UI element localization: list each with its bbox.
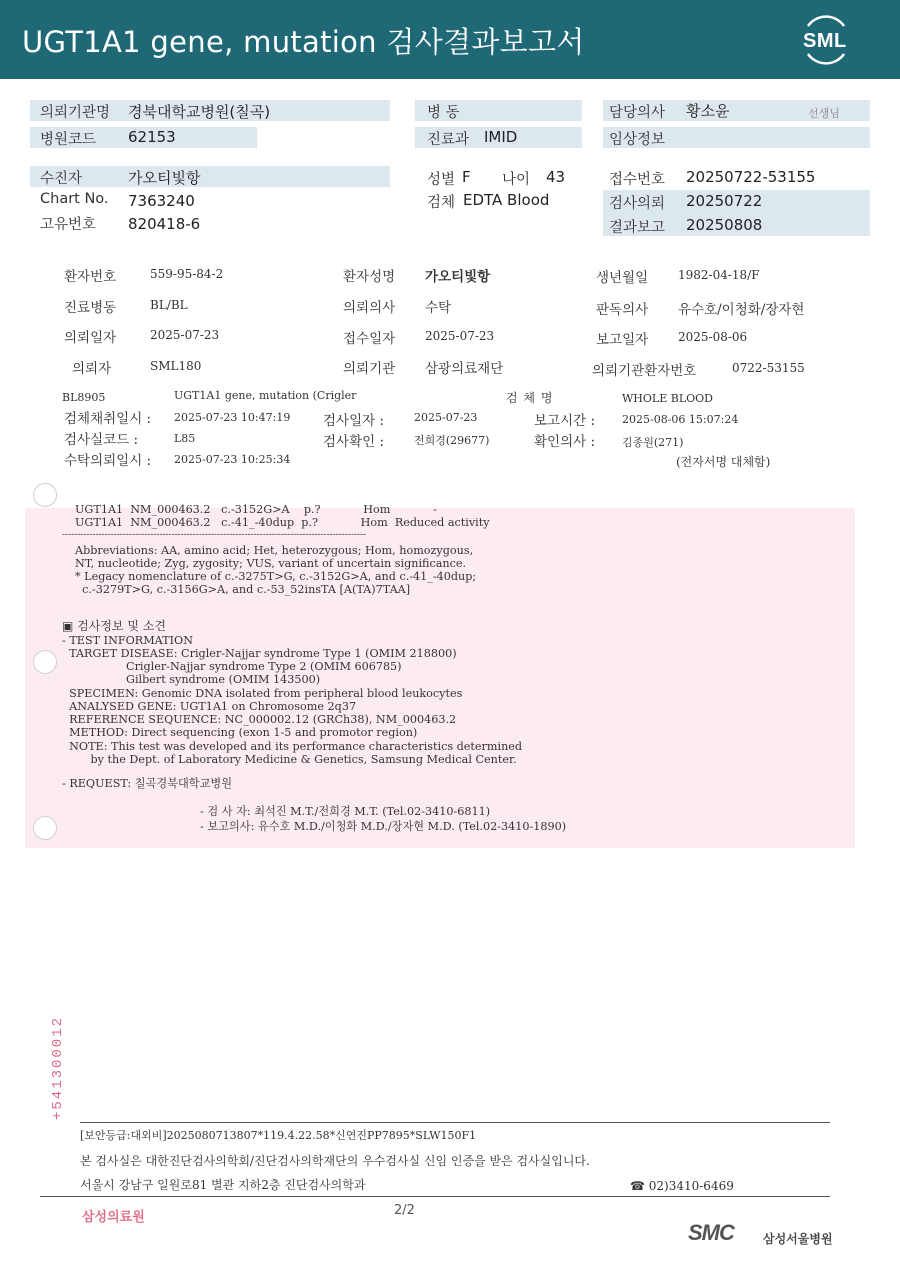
page-number: 2/2: [394, 1203, 415, 1218]
scan-label: 검사실코드 :: [64, 432, 139, 448]
dept-label: 진료과: [427, 132, 470, 148]
result-dashes: ----------------------------------------------------------------------------------------------------: [62, 530, 367, 540]
id-label: 고유번호: [40, 217, 97, 233]
institution-value: 경북대학교병원(칠곡): [128, 103, 271, 121]
abbrev-line: NT, nucleotide; Zyg, zygosity; VUS, variant of uncertain significance.: [75, 557, 467, 570]
result-line: UGT1A1 NM_000463.2 c.-3152G>A p.? Hom -: [75, 503, 437, 516]
scan-label: 수탁의뢰일시 :: [64, 453, 152, 469]
specimen-value: EDTA Blood: [463, 191, 550, 209]
scan-label: 검사일자 :: [323, 413, 385, 429]
scan-label: 의뢰자: [72, 361, 112, 377]
right-brand: 삼성서울병원: [763, 1232, 833, 1246]
doctor-label: 담당의사: [609, 105, 666, 121]
specimen-name-value: WHOLE BLOOD: [622, 392, 713, 405]
binder-hole: [33, 816, 57, 840]
scan-label: 보고일자: [596, 332, 649, 348]
footer-divider: [40, 1196, 830, 1197]
scan-label: 의뢰기관환자번호: [592, 363, 697, 379]
scan-label: 의뢰기관: [343, 361, 396, 377]
scan-label: 진료병동: [64, 300, 117, 316]
patient-bar: [30, 166, 390, 187]
footer-divider: [80, 1122, 830, 1123]
scan-value: 유수호/이청화/장자현: [678, 302, 805, 318]
info-line: SPECIMEN: Genomic DNA isolated from peripheral blood leukocytes: [62, 687, 463, 700]
info-line: REFERENCE SEQUENCE: NC_000002.12 (GRCh38), NM_000463.2: [62, 713, 457, 726]
abbrev-line: c.-3279T>G, c.-3156G>A, and c.-53_52insTA [A(TA)7TAA]: [75, 583, 411, 596]
info-line: TARGET DISEASE: Crigler-Najjar syndrome Type 1 (OMIM 218800): [62, 647, 457, 660]
info-line: Crigler-Najjar syndrome Type 2 (OMIM 606785): [62, 660, 402, 673]
binder-hole: [33, 483, 57, 507]
doctor-suffix: 선생님: [808, 107, 840, 120]
phone-line: ☎ 02)3410-6469: [630, 1179, 734, 1193]
institution-label: 의뢰기관명: [40, 105, 111, 121]
scan-value: 0722-53155: [732, 361, 805, 375]
specimen-label: 검체: [427, 195, 456, 211]
code-label: 병원코드: [40, 132, 97, 148]
vertical-barcode-text: +541300012: [50, 1015, 66, 1120]
info-line: by the Dept. of Laboratory Medicine & Genetics, Samsung Medical Center.: [62, 753, 517, 766]
certification-line: 본 검사실은 대한진단검사의학회/진단검사의학재단의 우수검사실 신임 인증을 받은 검사실입니다.: [80, 1154, 590, 1168]
report-label: 결과보고: [609, 220, 666, 236]
info-line: NOTE: This test was developed and its performance characteristics determined: [62, 740, 523, 753]
doctor-value: 황소윤: [686, 102, 730, 120]
id-value: 820418-6: [128, 215, 201, 233]
scan-label: 보고시간 :: [534, 413, 596, 429]
scan-label: 검체채취일시 :: [64, 411, 152, 427]
clinical-label: 임상정보: [609, 132, 666, 148]
scan-value: 559-95-84-2: [150, 267, 224, 281]
scan-value: 전희경(29677): [414, 434, 490, 447]
left-brand: 삼성의료원: [82, 1210, 145, 1225]
info-line: Gilbert syndrome (OMIM 143500): [62, 673, 321, 686]
test-name: UGT1A1 gene, mutation (Crigler: [174, 389, 357, 402]
scan-label: 의뢰일자: [64, 330, 117, 346]
esign-note: (전자서명 대체함): [676, 455, 771, 469]
sex-value: F: [462, 168, 471, 186]
scan-label: 접수일자: [343, 331, 396, 347]
patient-label: 수진자: [40, 171, 83, 187]
scan-label: 생년월일: [596, 270, 649, 286]
chart-value: 7363240: [128, 192, 195, 210]
scan-value: 2025-07-23: [150, 328, 220, 342]
request-line: - REQUEST: 칠곡경북대학교병원: [62, 777, 233, 790]
test-code: BL8905: [62, 391, 106, 404]
info-line: - TEST INFORMATION: [62, 634, 193, 647]
scan-value: BL/BL: [150, 298, 188, 312]
report-title: UGT1A1 gene, mutation 검사결과보고서: [22, 25, 585, 59]
scan-label: 검사확인 :: [323, 434, 385, 450]
receipt-label: 접수번호: [609, 172, 666, 188]
report-value: 20250808: [686, 216, 763, 234]
result-line: UGT1A1 NM_000463.2 c.-41_-40dup p.? Hom Reduced activity: [75, 516, 490, 529]
abbrev-line: Abbreviations: AA, amino acid; Het, heterozygous; Hom, homozygous,: [75, 544, 474, 557]
dept-value: IMID: [484, 128, 518, 146]
abbrev-line: * Legacy nomenclature of c.-3275T>G, c.-3152G>A, and c.-41_-40dup;: [75, 570, 477, 583]
scan-label: 환자번호: [64, 269, 117, 285]
scan-value: 김종원(271): [622, 436, 684, 449]
specimen-name-label: 검 체 명: [506, 391, 554, 405]
age-label: 나이: [502, 172, 531, 188]
scan-value: SML180: [150, 359, 202, 373]
scan-value: L85: [174, 432, 196, 445]
binder-hole: [33, 650, 57, 674]
info-line: METHOD: Direct sequencing (exon 1-5 and promotor region): [62, 726, 418, 739]
age-value: 43: [546, 168, 566, 186]
scan-value: 2025-07-23 10:25:34: [174, 453, 291, 466]
scan-value: 2025-07-23: [414, 411, 478, 424]
scan-label: 판독의사: [596, 302, 649, 318]
scan-label: 의뢰의사: [343, 300, 396, 316]
scan-value: 2025-08-06: [678, 330, 748, 344]
patient-value: 가오티빛항: [128, 169, 201, 187]
security-line: [보안등급:대외비]2025080713807*119.4.22.58*신연진PP7895*SLW150F1: [80, 1129, 477, 1142]
examiner-line: - 검 사 자: 최석진 M.T./전희경 M.T. (Tel.02-3410-6811): [200, 805, 491, 818]
scan-label: 환자성명: [343, 269, 396, 285]
info-line: ANALYSED GENE: UGT1A1 on Chromosome 2q37: [62, 700, 357, 713]
scan-value: 가오티빛항: [425, 269, 491, 285]
reporter-line: - 보고의사: 유수호 M.D./이청화 M.D./장자현 M.D. (Tel.02-3410-1890): [200, 820, 567, 833]
scan-value: 1982-04-18/F: [678, 268, 760, 282]
scan-value: 삼광의료재단: [425, 361, 504, 377]
chart-label: Chart No.: [40, 191, 109, 207]
receipt-value: 20250722-53155: [686, 168, 816, 186]
scan-label: 확인의사 :: [534, 434, 596, 450]
code-value: 62153: [128, 128, 176, 146]
address-line: 서울시 강남구 일원로81 별관 지하2층 진단검사의학과: [80, 1178, 366, 1192]
scan-value: 2025-07-23: [425, 329, 495, 343]
smc-logo: SMC: [688, 1220, 734, 1245]
request-label: 검사의뢰: [609, 196, 666, 212]
ward-label: 병 동: [427, 105, 460, 121]
sex-label: 성별: [427, 172, 456, 188]
sml-logo-text: SML: [803, 30, 847, 52]
section-title: ▣ 검사정보 및 소견: [62, 619, 166, 633]
request-value: 20250722: [686, 192, 763, 210]
scan-value: 수탁: [425, 300, 452, 316]
scan-value: 2025-07-23 10:47:19: [174, 411, 291, 424]
scan-value: 2025-08-06 15:07:24: [622, 413, 739, 426]
